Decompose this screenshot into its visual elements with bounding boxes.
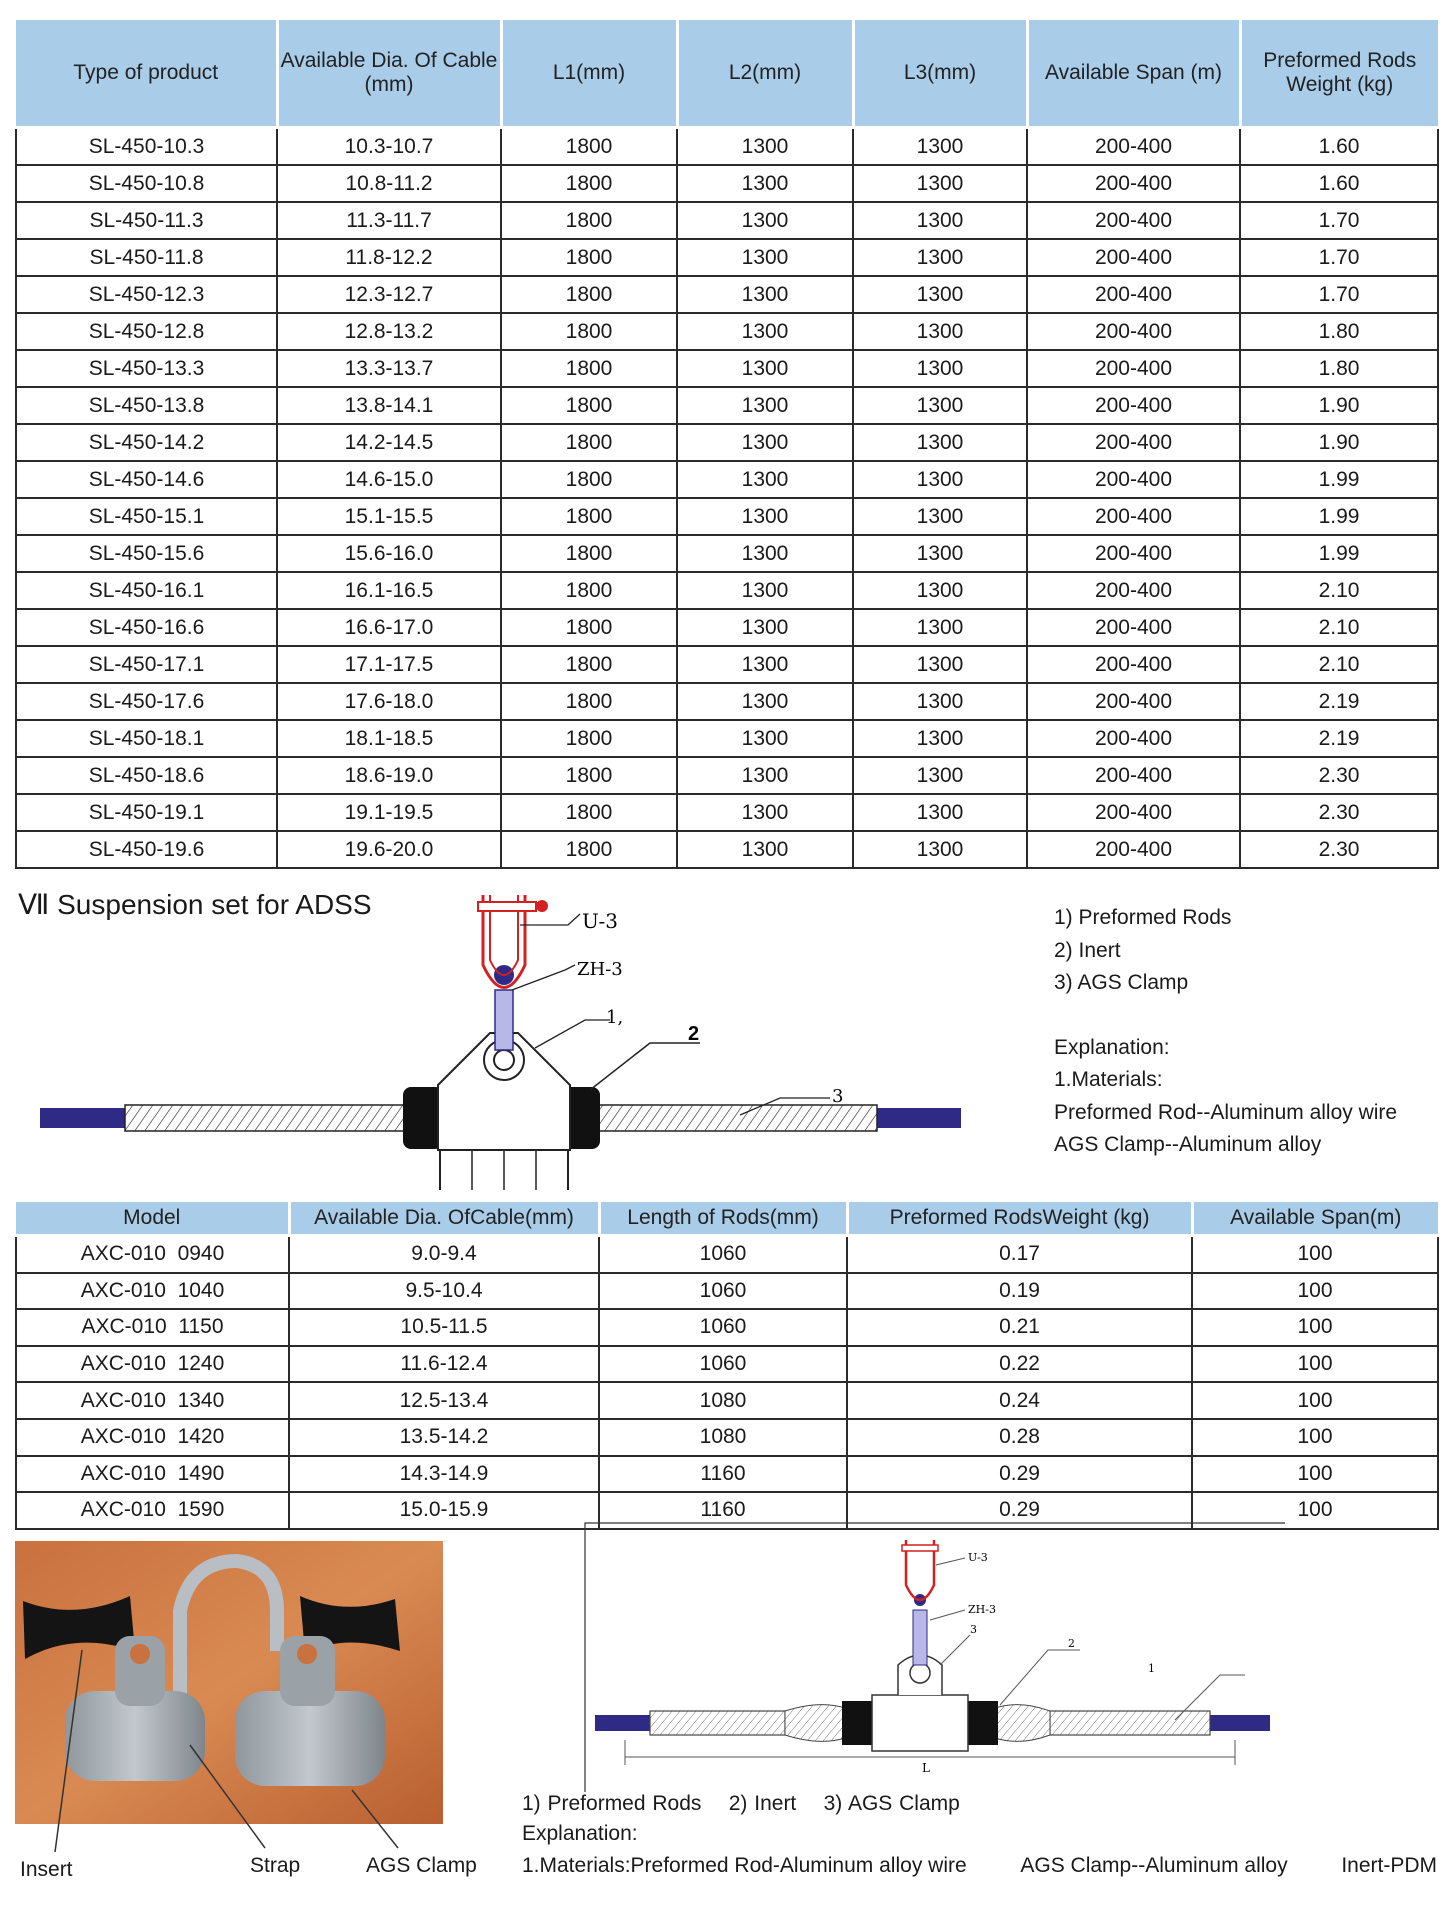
model-cell: 10.5-11.5 <box>289 1309 599 1346</box>
table-row <box>16 239 1438 276</box>
spec-cell: 1300 <box>853 498 1027 535</box>
model-cell: AXC-010 1490 <box>16 1456 289 1493</box>
model-cell: 0.24 <box>847 1382 1192 1419</box>
spec-cell: 200-400 <box>1027 313 1240 350</box>
spec-cell: 1300 <box>853 350 1027 387</box>
spec-cell: SL-450-15.6 <box>16 535 277 572</box>
table-row <box>16 313 1438 350</box>
model-cell: 1060 <box>599 1309 847 1346</box>
spec-cell: 1.99 <box>1240 498 1438 535</box>
spec-cell: SL-450-10.3 <box>16 128 277 166</box>
model-cell: 1060 <box>599 1346 847 1383</box>
model-cell: AXC-010 1420 <box>16 1419 289 1456</box>
label-insert: Insert <box>20 1858 73 1881</box>
table-row <box>16 535 1438 572</box>
table-row <box>16 1346 1438 1383</box>
cable-left-2 <box>595 1715 650 1731</box>
table-row <box>16 1456 1438 1493</box>
suspension-assembly-diagram <box>580 1525 1290 1795</box>
product-photo <box>15 1541 443 1824</box>
table-row <box>16 683 1438 720</box>
spec-cell: 2.30 <box>1240 794 1438 831</box>
spec-cell: 1300 <box>677 424 853 461</box>
component-notes <box>1054 902 1397 1162</box>
table-row <box>16 1309 1438 1346</box>
spec-cell: 200-400 <box>1027 535 1240 572</box>
model-cell: 0.17 <box>847 1236 1192 1273</box>
spec-cell: 1300 <box>853 683 1027 720</box>
spec-cell: 1300 <box>853 757 1027 794</box>
model-cell: 100 <box>1192 1382 1438 1419</box>
cable-right-2 <box>1210 1715 1270 1731</box>
note-line: 1) Preformed Rods <box>1054 906 1232 929</box>
model-header-cell: Model <box>16 1202 289 1236</box>
model-cell: 100 <box>1192 1236 1438 1273</box>
spec-cell: 1300 <box>677 757 853 794</box>
spec-cell: 12.3-12.7 <box>277 276 501 313</box>
model-header-cell: Length of Rods(mm) <box>599 1202 847 1236</box>
spec-cell: 1.60 <box>1240 128 1438 166</box>
spec-cell: 13.3-13.7 <box>277 350 501 387</box>
spec-cell: SL-450-18.6 <box>16 757 277 794</box>
spec-cell: 200-400 <box>1027 720 1240 757</box>
model-cell: AXC-010 1040 <box>16 1273 289 1310</box>
spec-cell: SL-450-15.1 <box>16 498 277 535</box>
spec-header-cell: Available Dia. Of Cable (mm) <box>277 20 501 128</box>
table-row <box>16 831 1438 868</box>
table-row <box>16 609 1438 646</box>
spec-cell: 11.3-11.7 <box>277 202 501 239</box>
spec-header-cell: L2(mm) <box>677 20 853 128</box>
model-cell: 9.5-10.4 <box>289 1273 599 1310</box>
spec-cell: 2.30 <box>1240 757 1438 794</box>
spec-cell: 2.10 <box>1240 572 1438 609</box>
table-row <box>16 720 1438 757</box>
label-u3: U-3 <box>582 909 618 933</box>
model-cell: 100 <box>1192 1309 1438 1346</box>
spec-cell: 14.6-15.0 <box>277 461 501 498</box>
spec-cell: 1800 <box>501 794 677 831</box>
spec-cell: 1.60 <box>1240 165 1438 202</box>
label-1-2: 1 <box>1148 1662 1155 1675</box>
spec-cell: 200-400 <box>1027 794 1240 831</box>
spec-cell: 1300 <box>677 313 853 350</box>
model-table <box>15 1202 1439 1530</box>
footer-material-inert: Inert-PDM <box>1341 1854 1437 1877</box>
table-row <box>16 202 1438 239</box>
spec-cell: 1.99 <box>1240 461 1438 498</box>
spec-cell: 200-400 <box>1027 239 1240 276</box>
spec-cell: 1300 <box>853 128 1027 166</box>
spec-cell: 200-400 <box>1027 609 1240 646</box>
label-2: 2 <box>688 1023 700 1045</box>
spec-cell: 200-400 <box>1027 757 1240 794</box>
spec-cell: 1300 <box>677 498 853 535</box>
spec-cell: 1300 <box>853 646 1027 683</box>
table-row <box>16 646 1438 683</box>
spec-cell: 1300 <box>677 831 853 868</box>
spec-cell: SL-450-18.1 <box>16 720 277 757</box>
spec-cell: 1.70 <box>1240 202 1438 239</box>
spec-cell: 1300 <box>853 387 1027 424</box>
footer-material-clamp: AGS Clamp--Aluminum alloy <box>1020 1854 1288 1877</box>
spec-cell: 200-400 <box>1027 128 1240 166</box>
table-row <box>16 1273 1438 1310</box>
model-cell: 1160 <box>599 1456 847 1493</box>
model-cell: 0.19 <box>847 1273 1192 1310</box>
spec-cell: 1300 <box>677 276 853 313</box>
spec-cell: 1800 <box>501 831 677 868</box>
table-row <box>16 794 1438 831</box>
footer-materials <box>522 1854 1437 1878</box>
ags-clamp-2 <box>872 1695 968 1751</box>
spec-cell: 1.70 <box>1240 276 1438 313</box>
footer-explanation: Explanation: <box>522 1822 638 1845</box>
label-3: 3 <box>832 1086 844 1107</box>
spec-cell: 18.6-19.0 <box>277 757 501 794</box>
spec-cell: SL-450-12.8 <box>16 313 277 350</box>
spec-cell: 200-400 <box>1027 683 1240 720</box>
model-header-cell: Available Dia. OfCable(mm) <box>289 1202 599 1236</box>
spec-cell: 15.1-15.5 <box>277 498 501 535</box>
spec-cell: 1.70 <box>1240 239 1438 276</box>
spec-header-cell: L3(mm) <box>853 20 1027 128</box>
table-row <box>16 276 1438 313</box>
cable-right <box>875 1108 961 1128</box>
spec-cell: 14.2-14.5 <box>277 424 501 461</box>
model-cell: 0.28 <box>847 1419 1192 1456</box>
spec-cell: 1300 <box>853 794 1027 831</box>
spec-cell: 2.19 <box>1240 720 1438 757</box>
model-cell: 0.21 <box>847 1309 1192 1346</box>
label-3-2: 3 <box>970 1623 977 1636</box>
table-row <box>16 387 1438 424</box>
model-cell: 1080 <box>599 1382 847 1419</box>
spec-cell: 1800 <box>501 461 677 498</box>
table-row <box>16 461 1438 498</box>
spec-cell: SL-450-13.3 <box>16 350 277 387</box>
table-row <box>16 498 1438 535</box>
spec-cell: 10.3-10.7 <box>277 128 501 166</box>
note-line: 1.Materials: <box>1054 1068 1163 1091</box>
spec-cell: 200-400 <box>1027 276 1240 313</box>
spec-cell: 19.6-20.0 <box>277 831 501 868</box>
label-strap: Strap <box>250 1854 301 1877</box>
note-line: Preformed Rod--Aluminum alloy wire <box>1054 1100 1398 1124</box>
model-table-header <box>16 1202 1438 1236</box>
spec-cell: 12.8-13.2 <box>277 313 501 350</box>
note-gap <box>1054 1000 1397 1032</box>
spec-cell: 1300 <box>853 535 1027 572</box>
spec-cell: SL-450-16.6 <box>16 609 277 646</box>
zh-3-link <box>495 990 513 1050</box>
spec-cell: SL-450-14.6 <box>16 461 277 498</box>
spec-cell: SL-450-14.2 <box>16 424 277 461</box>
spec-cell: 2.10 <box>1240 646 1438 683</box>
spec-cell: 1300 <box>677 350 853 387</box>
spec-cell: 1300 <box>677 387 853 424</box>
label-zh3: ZH-3 <box>577 959 623 980</box>
spec-cell: 1300 <box>677 609 853 646</box>
spec-cell: 1300 <box>677 535 853 572</box>
spec-header-cell: Type of product <box>16 20 277 128</box>
label-length: L <box>922 1761 930 1775</box>
spec-cell: SL-450-19.1 <box>16 794 277 831</box>
preformed-rods-left <box>125 1105 425 1131</box>
table-row <box>16 572 1438 609</box>
label-ags-clamp: AGS Clamp <box>366 1854 477 1877</box>
spec-cell: 15.6-16.0 <box>277 535 501 572</box>
spec-cell: 1800 <box>501 202 677 239</box>
model-cell: 9.0-9.4 <box>289 1236 599 1273</box>
spec-cell: 1300 <box>853 276 1027 313</box>
spec-cell: 200-400 <box>1027 831 1240 868</box>
spec-cell: 1800 <box>501 165 677 202</box>
spec-cell: 1.90 <box>1240 387 1438 424</box>
spec-cell: 1800 <box>501 498 677 535</box>
note-line: 2) Inert <box>1054 938 1121 962</box>
spec-cell: 1800 <box>501 276 677 313</box>
spec-cell: 1.99 <box>1240 535 1438 572</box>
model-header-cell: Available Span(m) <box>1192 1202 1438 1236</box>
spec-cell: SL-450-12.3 <box>16 276 277 313</box>
spec-header-cell: Available Span (m) <box>1027 20 1240 128</box>
spec-table <box>15 20 1439 869</box>
label-zh3-2: ZH-3 <box>968 1603 996 1616</box>
spec-cell: 1800 <box>501 424 677 461</box>
model-cell: 1060 <box>599 1236 847 1273</box>
spec-cell: SL-450-16.1 <box>16 572 277 609</box>
spec-cell: 1300 <box>853 424 1027 461</box>
spec-cell: 1300 <box>853 239 1027 276</box>
spec-cell: 1300 <box>677 794 853 831</box>
spec-cell: 18.1-18.5 <box>277 720 501 757</box>
model-cell: AXC-010 1590 <box>16 1492 289 1529</box>
spec-cell: 200-400 <box>1027 646 1240 683</box>
spec-cell: 1300 <box>853 572 1027 609</box>
spec-cell: SL-450-11.8 <box>16 239 277 276</box>
spec-cell: 1800 <box>501 646 677 683</box>
label-u3-2: U-3 <box>968 1551 988 1564</box>
cable-left <box>40 1108 125 1128</box>
spec-cell: 1800 <box>501 572 677 609</box>
model-cell: 1060 <box>599 1273 847 1310</box>
note-line: 3) AGS Clamp <box>1054 971 1189 994</box>
spec-cell: 1300 <box>677 202 853 239</box>
model-cell: 0.29 <box>847 1456 1192 1493</box>
table-row <box>16 350 1438 387</box>
table-row <box>16 757 1438 794</box>
spec-header-cell: Preformed Rods Weight (kg) <box>1240 20 1438 128</box>
spec-cell: 1300 <box>677 646 853 683</box>
spec-cell: 1800 <box>501 387 677 424</box>
model-table-body <box>16 1236 1438 1529</box>
model-cell: 1080 <box>599 1419 847 1456</box>
spec-cell: 1300 <box>677 572 853 609</box>
spec-cell: 1300 <box>853 202 1027 239</box>
table-row <box>16 1419 1438 1456</box>
model-cell: 100 <box>1192 1419 1438 1456</box>
spec-cell: 200-400 <box>1027 387 1240 424</box>
spec-cell: 200-400 <box>1027 165 1240 202</box>
note-line: AGS Clamp--Aluminum alloy <box>1054 1133 1322 1156</box>
table-row <box>16 424 1438 461</box>
spec-cell: 200-400 <box>1027 424 1240 461</box>
spec-cell: 200-400 <box>1027 350 1240 387</box>
spec-cell: 2.10 <box>1240 609 1438 646</box>
table-row <box>16 1236 1438 1273</box>
spec-cell: SL-450-10.8 <box>16 165 277 202</box>
spec-cell: 1.90 <box>1240 424 1438 461</box>
model-cell: 12.5-13.4 <box>289 1382 599 1419</box>
spec-cell: 1300 <box>853 609 1027 646</box>
spec-cell: 1300 <box>677 683 853 720</box>
spec-cell: 1800 <box>501 313 677 350</box>
spec-cell: 2.30 <box>1240 831 1438 868</box>
section-title: Ⅶ Suspension set for ADSS <box>18 889 372 920</box>
spec-cell: 1300 <box>677 165 853 202</box>
table-row <box>16 165 1438 202</box>
spec-cell: 16.6-17.0 <box>277 609 501 646</box>
spec-cell: 200-400 <box>1027 498 1240 535</box>
table-row <box>16 1492 1438 1529</box>
spec-cell: 1800 <box>501 683 677 720</box>
spec-cell: 1300 <box>853 165 1027 202</box>
footer-components: 1) Preformed Rods 2) Inert 3) AGS Clamp <box>522 1792 960 1815</box>
spec-cell: 1800 <box>501 128 677 166</box>
spec-cell: 200-400 <box>1027 461 1240 498</box>
spec-cell: 1.80 <box>1240 313 1438 350</box>
model-cell: 100 <box>1192 1273 1438 1310</box>
spec-cell: 1800 <box>501 239 677 276</box>
spec-cell: 1800 <box>501 535 677 572</box>
spec-cell: 1300 <box>853 313 1027 350</box>
model-header-cell: Preformed RodsWeight (kg) <box>847 1202 1192 1236</box>
table-row <box>16 128 1438 166</box>
spec-cell: 1800 <box>501 350 677 387</box>
spec-cell: 1300 <box>677 461 853 498</box>
note-line: Explanation: <box>1054 1035 1170 1059</box>
model-cell: AXC-010 0940 <box>16 1236 289 1273</box>
spec-cell: 17.6-18.0 <box>277 683 501 720</box>
spec-cell: 2.19 <box>1240 683 1438 720</box>
model-cell: 13.5-14.2 <box>289 1419 599 1456</box>
spec-table-body <box>16 128 1438 869</box>
model-cell: 1160 <box>599 1492 847 1529</box>
model-cell: 100 <box>1192 1456 1438 1493</box>
spec-cell: SL-450-17.1 <box>16 646 277 683</box>
spec-cell: 11.8-12.2 <box>277 239 501 276</box>
spec-cell: 1800 <box>501 757 677 794</box>
model-cell: 15.0-15.9 <box>289 1492 599 1529</box>
spec-cell: SL-450-11.3 <box>16 202 277 239</box>
spec-cell: 17.1-17.5 <box>277 646 501 683</box>
model-cell: 0.22 <box>847 1346 1192 1383</box>
spec-cell: 19.1-19.5 <box>277 794 501 831</box>
model-cell: 0.29 <box>847 1492 1192 1529</box>
table-row <box>16 1382 1438 1419</box>
spec-cell: 1.80 <box>1240 350 1438 387</box>
spec-cell: 1300 <box>677 128 853 166</box>
spec-cell: 1800 <box>501 720 677 757</box>
model-cell: 11.6-12.4 <box>289 1346 599 1383</box>
spec-cell: 1800 <box>501 609 677 646</box>
suspension-set-diagram <box>20 880 980 1190</box>
model-cell: AXC-010 1150 <box>16 1309 289 1346</box>
label-2-2: 2 <box>1068 1637 1075 1650</box>
spec-cell: 16.1-16.5 <box>277 572 501 609</box>
spec-cell: SL-450-13.8 <box>16 387 277 424</box>
footer-material-rod: 1.Materials:Preformed Rod-Aluminum alloy wire <box>522 1854 967 1877</box>
spec-cell: SL-450-17.6 <box>16 683 277 720</box>
model-cell: 100 <box>1192 1492 1438 1529</box>
spec-cell: 200-400 <box>1027 202 1240 239</box>
model-cell: 14.3-14.9 <box>289 1456 599 1493</box>
model-cell: 100 <box>1192 1346 1438 1383</box>
spec-cell: 1300 <box>853 720 1027 757</box>
model-cell: AXC-010 1240 <box>16 1346 289 1383</box>
model-cell: AXC-010 1340 <box>16 1382 289 1419</box>
spec-header-cell: L1(mm) <box>501 20 677 128</box>
label-1: 1, <box>606 1007 624 1028</box>
spec-cell: 1300 <box>677 239 853 276</box>
spec-cell: 1300 <box>853 461 1027 498</box>
preformed-rods-right <box>580 1105 877 1131</box>
spec-cell: SL-450-19.6 <box>16 831 277 868</box>
spec-cell: 13.8-14.1 <box>277 387 501 424</box>
spec-cell: 1300 <box>853 831 1027 868</box>
spec-table-header <box>16 20 1438 128</box>
spec-cell: 1300 <box>677 720 853 757</box>
spec-cell: 10.8-11.2 <box>277 165 501 202</box>
spec-cell: 200-400 <box>1027 572 1240 609</box>
